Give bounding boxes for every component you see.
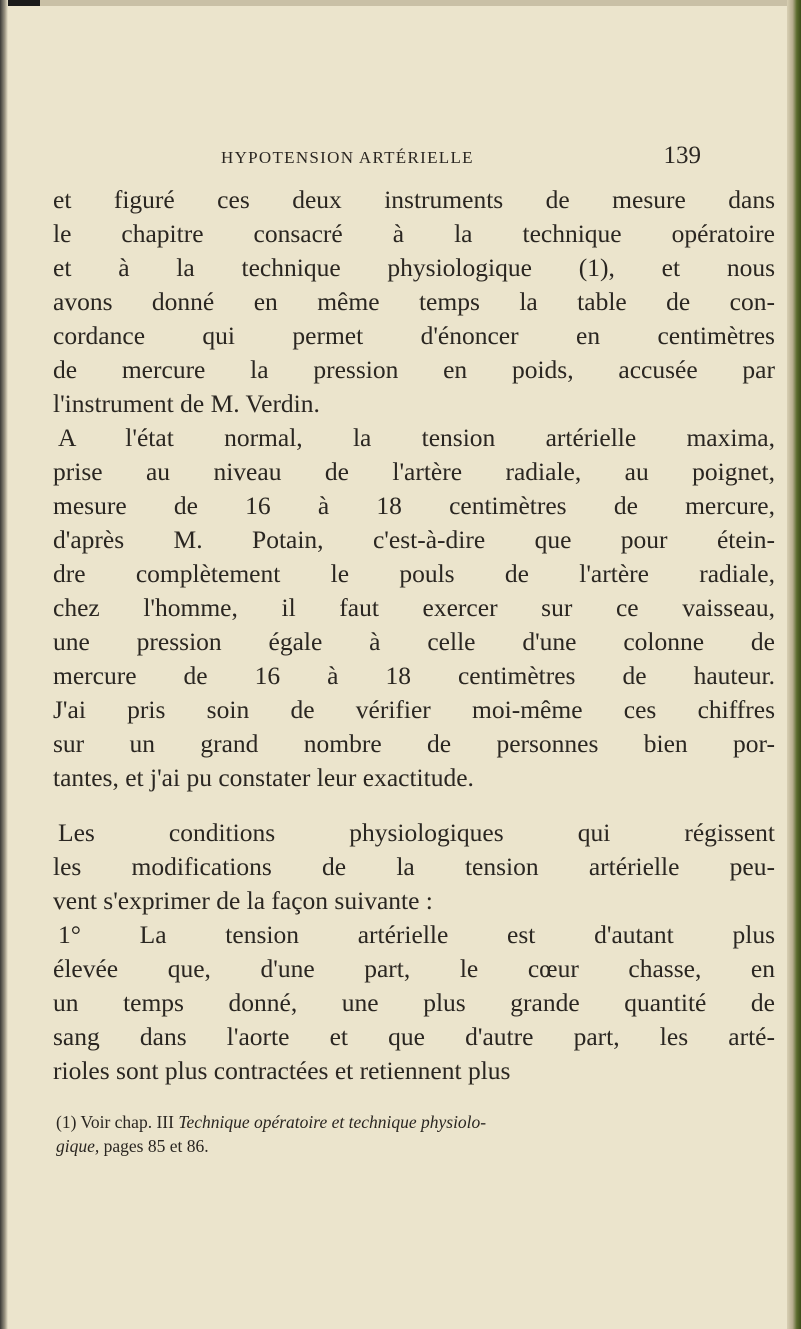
text-line: avons donné en même temps la table de con- xyxy=(53,287,775,316)
paragraph-gap xyxy=(53,795,775,816)
page-top-edge xyxy=(0,0,801,6)
footnote xyxy=(56,1110,756,1158)
text-line: le chapitre consacré à la technique opératoire xyxy=(53,219,775,248)
paragraph-1 xyxy=(53,183,775,421)
text-line: rioles sont plus contractées et retiennent plus xyxy=(53,1056,511,1085)
body-text xyxy=(53,183,775,1088)
text-line: et figuré ces deux instruments de mesure dans xyxy=(53,185,775,214)
text-line: l'instrument de M. Verdin. xyxy=(53,389,320,418)
footnote-text: (1) Voir chap. III xyxy=(56,1112,179,1132)
paragraph-4 xyxy=(53,918,775,1088)
text-line: un temps donné, une plus grande quantité de xyxy=(53,988,775,1017)
footnote-line-2 xyxy=(56,1134,756,1158)
text-line: prise au niveau de l'artère radiale, au poignet, xyxy=(53,457,775,486)
text-line: d'après M. Potain, c'est-à-dire que pour étein- xyxy=(53,525,775,554)
footnote-line-1 xyxy=(56,1110,756,1134)
text-line: de mercure la pression en poids, accusée par xyxy=(53,355,775,384)
text-line: cordance qui permet d'énoncer en centimètres xyxy=(53,321,775,350)
text-line: J'ai pris soin de vérifier moi-même ces chiffres xyxy=(53,695,775,724)
text-line: A l'état normal, la tension artérielle maxima, xyxy=(58,423,775,452)
text-line: dre complètement le pouls de l'artère radiale, xyxy=(53,559,775,588)
text-line: chez l'homme, il faut exercer sur ce vaisseau, xyxy=(53,593,775,622)
text-line: tantes, et j'ai pu constater leur exactitude. xyxy=(53,763,474,792)
page-number: 139 xyxy=(663,142,701,169)
footnote-title: gique, xyxy=(56,1136,100,1156)
text-line: vent s'exprimer de la façon suivante : xyxy=(53,886,433,915)
paragraph-2 xyxy=(53,421,775,795)
text-line: élevée que, d'une part, le cœur chasse, en xyxy=(53,954,775,983)
page-right-edge xyxy=(787,0,801,1329)
text-line: les modifications de la tension artérielle peu- xyxy=(53,852,775,881)
text-line: sur un grand nombre de personnes bien por- xyxy=(53,729,775,758)
footnote-text: pages 85 et 86. xyxy=(99,1136,209,1156)
text-line: 1° La tension artérielle est d'autant plus xyxy=(58,920,775,949)
running-head: HYPOTENSION ARTÉRIELLE xyxy=(221,148,474,167)
page-header xyxy=(221,142,701,172)
page-left-edge xyxy=(0,0,8,1329)
text-line: et à la technique physiologique (1), et nous xyxy=(53,253,775,282)
text-line: Les conditions physiologiques qui régissent xyxy=(58,818,775,847)
text-line: mercure de 16 à 18 centimètres de hauteur. xyxy=(53,661,775,690)
text-line: une pression égale à celle d'une colonne de xyxy=(53,627,775,656)
text-line: mesure de 16 à 18 centimètres de mercure, xyxy=(53,491,775,520)
paragraph-3 xyxy=(53,816,775,918)
footnote-title: Technique opératoire et technique physiolo- xyxy=(178,1112,487,1132)
text-line: sang dans l'aorte et que d'autre part, les arté- xyxy=(53,1022,775,1051)
